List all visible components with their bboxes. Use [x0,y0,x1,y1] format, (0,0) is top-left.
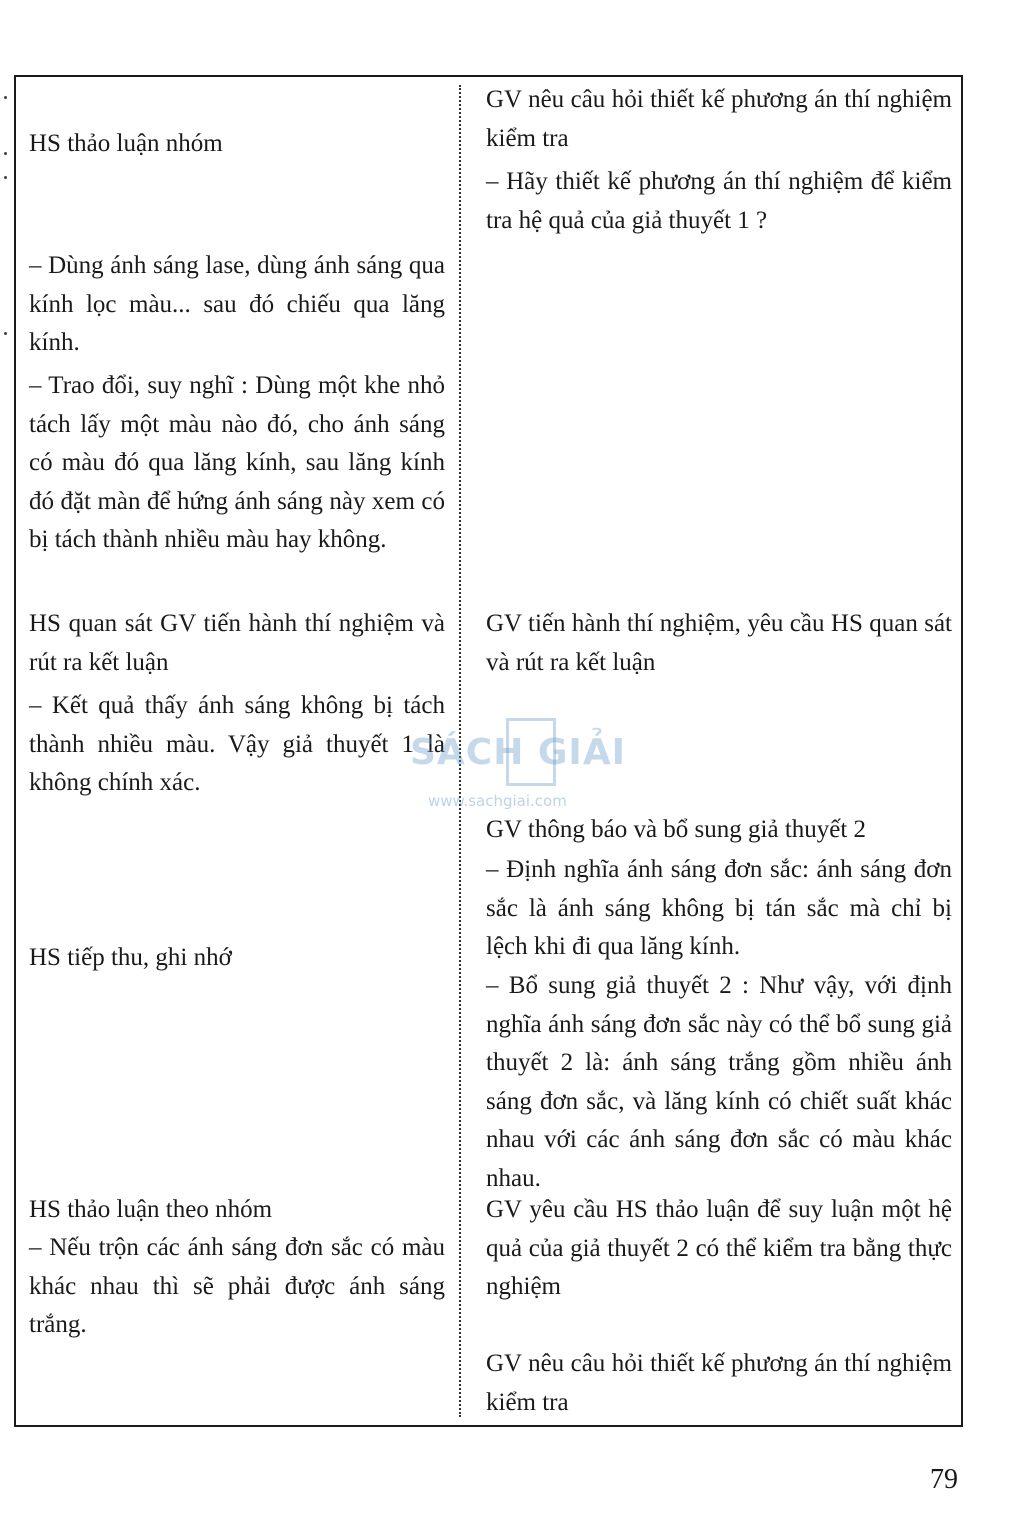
left-paragraph: HS thảo luận theo nhóm [29,1196,273,1223]
margin-mark [4,332,7,335]
left-paragraph: – Dùng ánh sáng lase, dùng ánh sáng qua kính lọc màu... sau đó chiếu qua lăng kính. [29,252,445,356]
watermark-url: www.sachgiai.com [428,792,567,810]
margin-mark [4,96,7,99]
left-paragraph: HS thảo luận nhóm [29,130,223,157]
right-paragraph: GV thông báo và bổ sung giả thuyết 2 [486,816,867,843]
right-paragraph: – Bổ sung giả thuyết 2 : Như vậy, với định nghĩa ánh sáng đơn sắc này có thể bổ sung giả thuyết 2 là: ánh sáng trắng gồm nhiều ánh sáng đơn sắc, và lăng kính có chiết suất khác nhau với các ánh sáng đơn sắc có màu khác nhau. [486,972,952,1192]
page-number: 79 [930,1464,958,1495]
right-paragraph: – Hãy thiết kế phương án thí nghiệm để kiểm tra hệ quả của giả thuyết 1 ? [486,168,952,234]
left-paragraph: HS quan sát GV tiến hành thí nghiệm và rút ra kết luận [29,610,445,676]
left-paragraph: – Trao đổi, suy nghĩ : Dùng một khe nhỏ tách lấy một màu nào đó, cho ánh sáng có màu đó qua lăng kính, sau lăng kính đó đặt màn để hứng ánh sáng này xem có bị tách thành nhiều màu hay không. [29,372,445,553]
margin-mark [4,176,7,179]
left-paragraph: – Kết quả thấy ánh sáng không bị tách thành nhiều màu. Vậy giả thuyết 1 là không chính xác. [29,692,445,796]
right-paragraph: GV yêu cầu HS thảo luận để suy luận một hệ quả của giả thuyết 2 có thể kiểm tra bằng thực nghiệm [486,1196,952,1300]
left-paragraph: HS tiếp thu, ghi nhớ [29,944,232,971]
left-paragraph: – Nếu trộn các ánh sáng đơn sắc có màu khác nhau thì sẽ phải được ánh sáng trắng. [29,1234,445,1338]
right-paragraph: GV nêu câu hỏi thiết kế phương án thí nghiệm kiểm tra [486,1350,952,1416]
lesson-table [14,75,963,1427]
column-divider [459,85,461,1417]
right-paragraph: – Định nghĩa ánh sáng đơn sắc: ánh sáng đơn sắc là ánh sáng không bị tán sắc mà chỉ bị lệch khi đi qua lăng kính. [486,856,952,960]
right-paragraph: GV tiến hành thí nghiệm, yêu cầu HS quan sát và rút ra kết luận [486,610,952,676]
right-paragraph: GV nêu câu hỏi thiết kế phương án thí nghiệm kiểm tra [486,86,952,152]
watermark-brand: SÁCH GIẢI [410,732,627,773]
margin-mark [4,152,7,155]
